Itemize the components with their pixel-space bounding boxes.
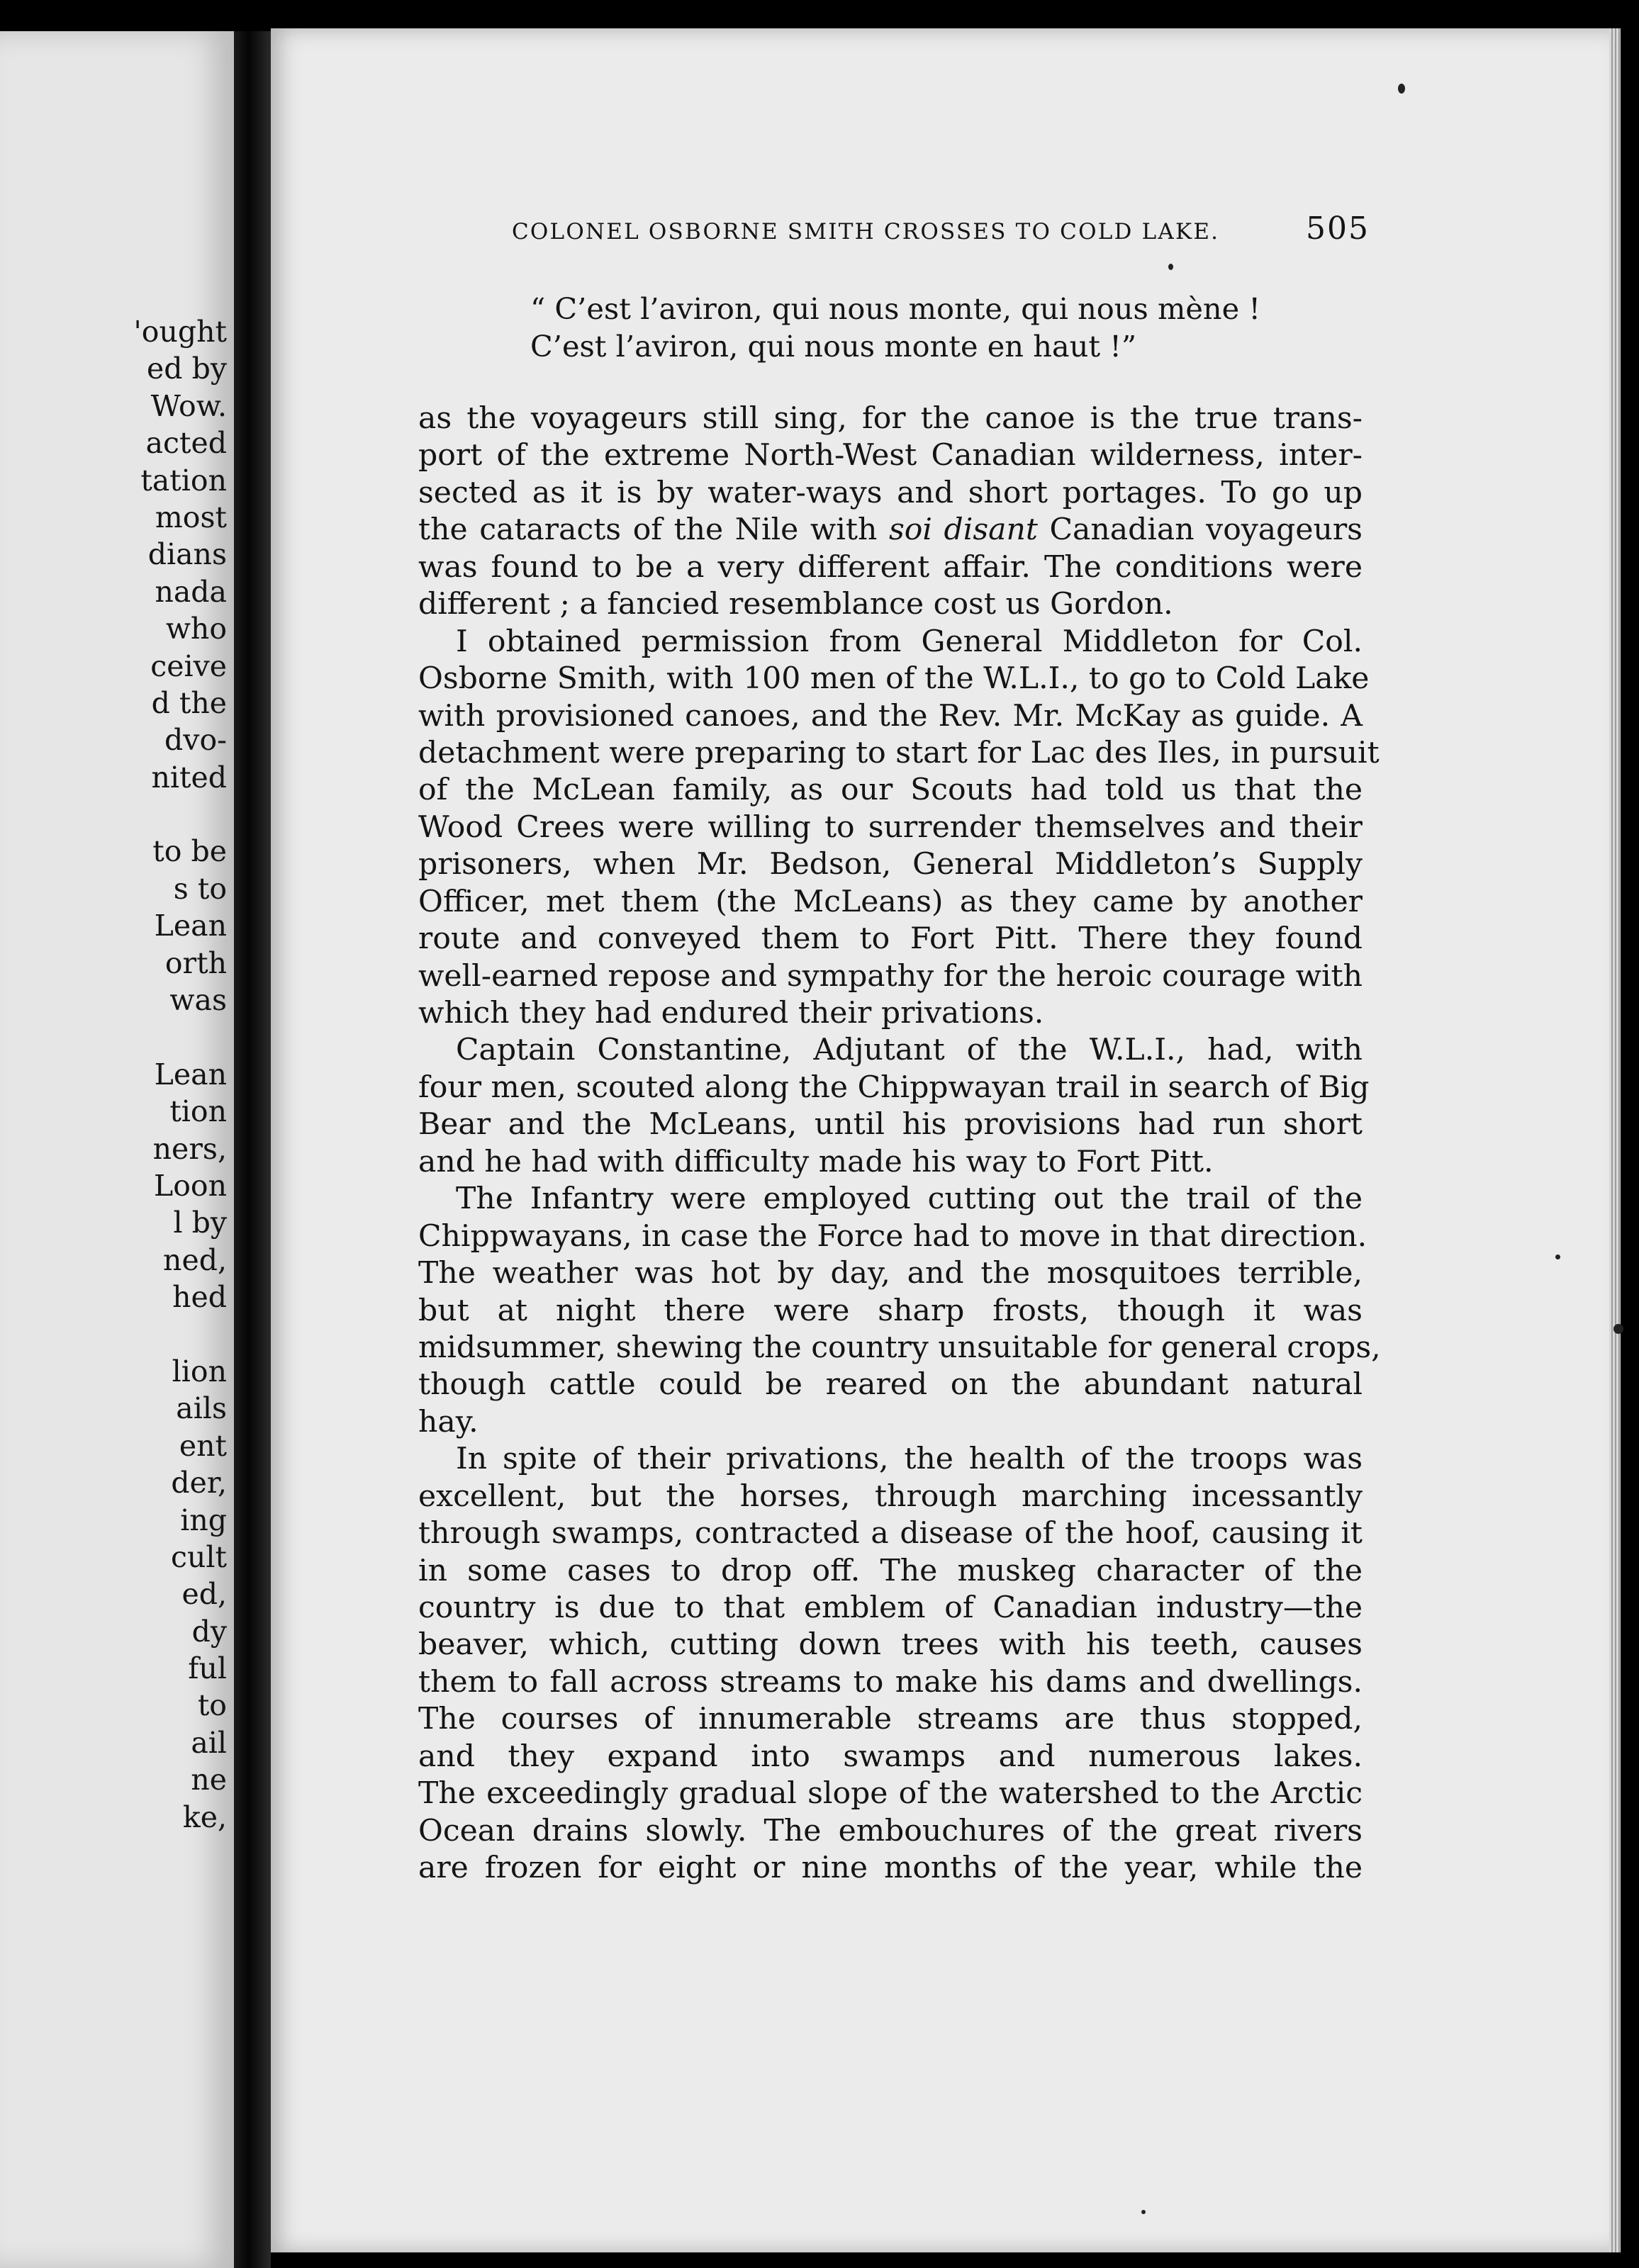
line-gap xyxy=(134,1316,228,1353)
text-line: in some cases to drop off. The muskeg character of the xyxy=(418,1553,1363,1588)
ink-speck xyxy=(1168,264,1173,270)
text-line: was found to be a very different affair. The conditions were xyxy=(418,549,1363,585)
previous-page-line: dvo- xyxy=(164,723,227,758)
previous-page-line: Lean xyxy=(154,1057,227,1091)
verse-line: “ C’est l’aviron, qui nous monte, qui nous mène ! xyxy=(530,291,1261,326)
previous-page-line: orth xyxy=(164,945,227,980)
previous-page-line: nited xyxy=(151,760,227,795)
previous-page-text xyxy=(134,313,228,1836)
ink-speck xyxy=(1613,1324,1623,1334)
text-line: beaver, which, cutting down trees with his teeth, causes xyxy=(418,1627,1363,1663)
previous-page-line: nada xyxy=(155,574,227,609)
previous-page-line: hed xyxy=(172,1280,227,1315)
previous-page-line: ing xyxy=(180,1503,227,1537)
book-gutter xyxy=(234,31,271,2268)
text-line: I obtained permission from General Middleton for Col. xyxy=(456,624,1363,659)
text-line: The Infantry were employed cutting out the trail of the xyxy=(456,1181,1363,1217)
text-line: are frozen for eight or nine months of the year, while the xyxy=(418,1851,1363,1886)
previous-page-line: cult xyxy=(171,1539,227,1574)
previous-page-line: 'ought xyxy=(133,315,227,349)
previous-page-line: who xyxy=(165,612,227,646)
previous-page-line: to xyxy=(197,1688,227,1723)
previous-page-line: ful xyxy=(188,1651,227,1686)
page-number: 505 xyxy=(1306,210,1370,247)
previous-page-line: to be xyxy=(152,834,227,869)
previous-page-line: Lean xyxy=(154,909,227,943)
previous-page-fragment xyxy=(0,31,234,2268)
text-line: In spite of their privations, the health of the troops was xyxy=(456,1442,1363,1477)
text-line: hay. xyxy=(418,1404,479,1439)
previous-page-line: ke, xyxy=(182,1800,227,1834)
previous-page-line: l by xyxy=(173,1206,227,1240)
text-line: country is due to that emblem of Canadian industry—the xyxy=(418,1590,1363,1625)
text-line: Officer, met them (the McLeans) as they came by another xyxy=(418,884,1363,919)
previous-page-line: lion xyxy=(172,1354,227,1388)
previous-page-line: d the xyxy=(151,685,227,720)
ink-speck xyxy=(1141,2210,1146,2214)
text-line: well-earned repose and sympathy for the heroic courage with xyxy=(418,958,1363,994)
previous-page-line: ail xyxy=(191,1725,227,1760)
text-line: prisoners, when Mr. Bedson, General Middleton’s Supply xyxy=(418,847,1363,882)
previous-page-line: tation xyxy=(140,463,227,498)
text-line: though cattle could be reared on the abundant natural xyxy=(418,1367,1363,1403)
previous-page-line: Wow. xyxy=(150,388,227,423)
previous-page-line: most xyxy=(155,500,227,534)
text-line: four men, scouted along the Chippwayan trail in search of Big xyxy=(418,1070,1370,1105)
previous-page-line: dy xyxy=(191,1614,227,1649)
previous-page-line: s to xyxy=(173,871,227,906)
previous-page-line: tion xyxy=(169,1094,227,1129)
previous-page-line: ceive xyxy=(150,649,227,683)
previous-page-line: der, xyxy=(171,1466,227,1500)
previous-page-line: ed by xyxy=(147,352,227,386)
text-line: and they expand into swamps and numerous lakes. xyxy=(418,1739,1363,1774)
text-line: Bear and the McLeans, until his provisions had run short xyxy=(418,1107,1363,1143)
previous-page-line: ned, xyxy=(163,1242,227,1277)
text-line: of the McLean family, as our Scouts had told us that the xyxy=(418,773,1363,808)
ink-speck xyxy=(1555,1254,1560,1259)
line-gap xyxy=(134,1018,228,1055)
text-line: which they had endured their privations. xyxy=(418,996,1044,1031)
text-line: them to fall across streams to make his dams and dwellings. xyxy=(418,1664,1363,1700)
text-line: different ; a fancied resemblance cost us Gordon. xyxy=(418,587,1173,622)
text-line: Captain Constantine, Adjutant of the W.L.I., had, with xyxy=(456,1033,1363,1068)
text-line: excellent, but the horses, through marching incessantly xyxy=(418,1478,1363,1514)
text-run: Canadian voyageurs xyxy=(1037,512,1363,548)
text-line: as the voyageurs still sing, for the canoe is the true trans- xyxy=(418,401,1363,436)
verse-quote xyxy=(530,290,1310,365)
text-line: Chippwayans, in case the Force had to move in that direction. xyxy=(418,1218,1367,1254)
text-line xyxy=(418,512,1363,549)
text-line: route and conveyed them to Fort Pitt. There they found xyxy=(418,921,1363,957)
previous-page-line: was xyxy=(169,983,227,1018)
previous-page-line: ent xyxy=(179,1428,227,1463)
ink-speck xyxy=(1398,84,1405,94)
text-run: the cataracts of the Nile with xyxy=(418,512,889,548)
previous-page-line: ners, xyxy=(152,1131,227,1166)
text-line: Ocean drains slowly. The embouchures of the great rivers xyxy=(418,1813,1363,1848)
previous-page-line: Loon xyxy=(153,1168,227,1203)
italic-phrase: soi disant xyxy=(888,512,1038,548)
text-line: detachment were preparing to start for Lac des Iles, in pursuit xyxy=(418,735,1380,770)
previous-page-line: acted xyxy=(145,426,227,461)
previous-page-line: ed, xyxy=(181,1577,227,1612)
text-line: with provisioned canoes, and the Rev. Mr. McKay as guide. A xyxy=(418,698,1363,734)
text-line: but at night there were sharp frosts, though it was xyxy=(418,1293,1363,1328)
previous-page-line: ails xyxy=(176,1391,227,1426)
running-title: COLONEL OSBORNE SMITH CROSSES TO COLD LAKE. xyxy=(512,219,1220,245)
text-line: The courses of innumerable streams are thus stopped, xyxy=(418,1702,1363,1737)
verse-line: C’est l’aviron, qui nous monte en haut !” xyxy=(530,329,1137,364)
line-gap xyxy=(134,796,228,833)
text-line: The weather was hot by day, and the mosquitoes terrible, xyxy=(418,1256,1363,1291)
text-line: port of the extreme North-West Canadian wilderness, inter- xyxy=(418,438,1363,473)
text-line: sected as it is by water-ways and short portages. To go up xyxy=(418,475,1363,510)
text-line: Wood Crees were willing to surrender themselves and their xyxy=(418,809,1363,845)
page-edge xyxy=(1609,28,1621,2252)
body-text xyxy=(418,400,1381,1887)
text-line: midsummer, shewing the country unsuitable for general crops, xyxy=(418,1330,1381,1365)
text-line: Osborne Smith, with 100 men of the W.L.I., to go to Cold Lake xyxy=(418,661,1370,697)
text-line: and he had with difficulty made his way to Fort Pitt. xyxy=(418,1144,1214,1179)
previous-page-line: dians xyxy=(147,537,227,572)
previous-page-line: ne xyxy=(191,1763,227,1797)
text-line: through swamps, contracted a disease of the hoof, causing it xyxy=(418,1516,1363,1551)
text-line: The exceedingly gradual slope of the watershed to the Arctic xyxy=(418,1776,1363,1812)
